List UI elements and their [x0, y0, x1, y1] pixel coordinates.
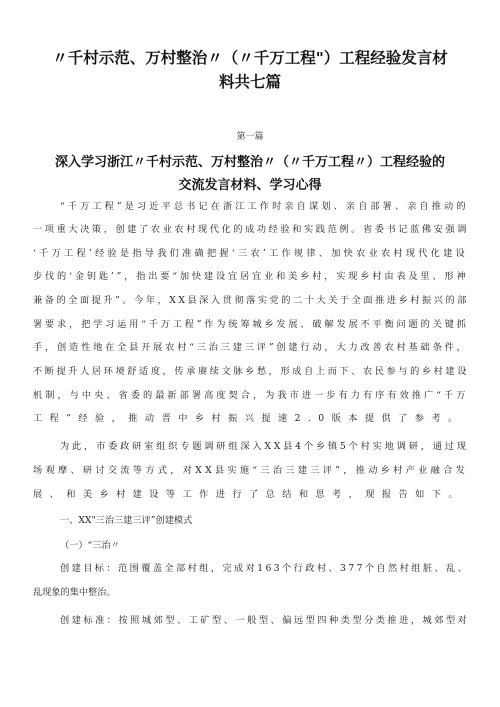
body-line: 创建标准：按照城郊型、工矿型、一般型、偏远型四种类型分类推进，城郊型对 — [60, 615, 470, 626]
title-line-2: 料共七篇 — [218, 73, 281, 91]
title-line-1: 〃千村示范、万村整治〃（〃千万工程"）工程经验发言材 — [52, 49, 448, 67]
subtitle-line-2: 交流发言材料、学习心得 — [178, 178, 322, 193]
body-line: 手，创造性地在全县开展农村“三治三建三评”创建行动，大力改善农村基础条件， — [33, 342, 469, 353]
body-line: 创建目标：范围覆盖全部村组，完成对163个行政村、377个自然村组脏、乱、 — [60, 563, 470, 574]
body-line: 机制，与中央、省委的最新部署高度契合，为我市进一步有力有序有效推广“千万 — [33, 390, 469, 401]
section-heading: 一、XX"三治三建三评”创建模式 — [60, 515, 193, 526]
document-title — [40, 46, 460, 94]
subsection-heading: （一）“三治〃 — [60, 540, 120, 551]
section-label: 第一篇 — [236, 132, 264, 142]
body-line: 署要求，把学习运用“千万工程”作为统筹城乡发展、破解发展不平衡问题的关键抓 — [33, 319, 469, 330]
body-line: “千万工程”是习近平总书记在浙江工作时亲自谋划、亲自部署、亲自推动的 — [60, 201, 469, 212]
body-line: 场观摩、研讨交流等方式，对XX县实施“三治三建三评”，推动乡村产业融合发 — [33, 465, 469, 476]
body-line: ‘千万工程’经验是指导我们准确把握‘三农’工作规律、加快农业农村现代化建设 — [33, 248, 468, 259]
body-line: 兼备的全面提升”。今年，XX县深入贯彻落实党的二十大关于全面推进乡村振兴的部 — [33, 295, 469, 306]
body-line: 乱现象的集中整治。 — [33, 587, 116, 598]
body-line: 展、和美乡村建设等工作进行了总结和思考，现报告如下。 — [33, 489, 465, 500]
body-line: 一项重大决策，创建了农业农村现代化的成功经验和实践范例。省委书记蓝佛安强调 — [33, 224, 469, 235]
body-line: 不断提升人居环境舒适度，传承赓续文脉乡愁，形成自上而下、农民参与的乡村建设 — [33, 366, 469, 377]
body-line: 为此，市委政研室组织专题调研组深入XX县4个乡镇5个村实地调研，通过现 — [60, 441, 469, 452]
subtitle-line-1: 深入学习浙江〃千村示范、万村整治〃（〃千万工程〃）工程经验的 — [54, 155, 445, 170]
body-line: 工程”经验，推动晋中乡村振兴提速2.0版本提供了参考。 — [33, 413, 465, 424]
body-line: 步伐的‘金钥匙’”，指出要“加快建设宜居宜业和美乡村，实现乡村由表及里、形神 — [33, 271, 469, 282]
